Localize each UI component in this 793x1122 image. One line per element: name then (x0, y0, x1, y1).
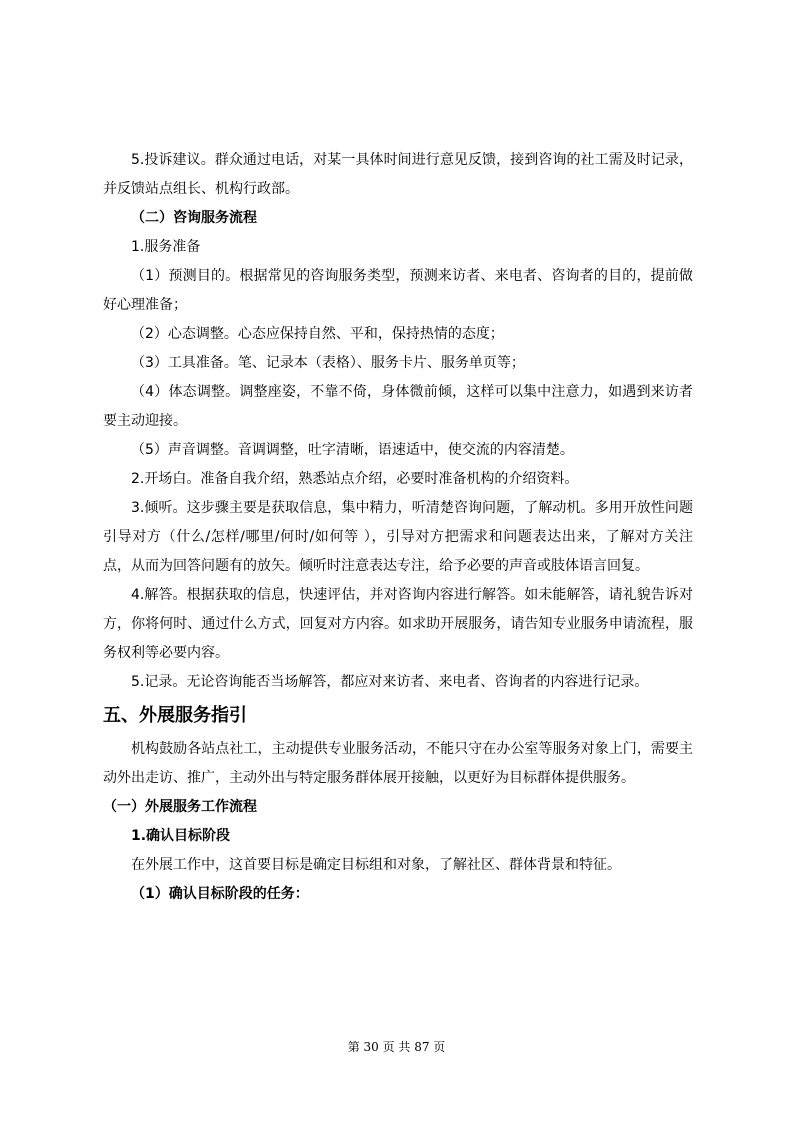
page-footer: 第 30 页 共 87 页 (347, 1040, 446, 1054)
paragraph-listening: 3.倾听。这步骤主要是获取信息，集中精力，听清楚咨询问题，了解动机。多用开放性问题引导对方（什么/怎样/哪里/何时/如何等 ），引导对方把需求和问题表达出来，了解对方关注点，从而为回答问题有的放矢。倾听时注意表达专注，给予必要的声音或肢体语言回复。 (103, 500, 693, 574)
page-content (103, 146, 693, 909)
paragraph-predict-purpose: （1）预测目的。根据常见的咨询服务类型，预测来访者、来电者、咨询者的目的，提前做好心理准备； (103, 268, 693, 313)
section-heading-consult-flow: （二）咨询服务流程 (131, 210, 257, 226)
chapter-heading-outreach: 五、外展服务指引 (103, 705, 247, 726)
paragraph-record: 5.记录。无论咨询能否当场解答，都应对来访者、来电者、咨询者的内容进行记录。 (131, 674, 649, 690)
subheading-service-prep: 1.服务准备 (131, 239, 201, 255)
paragraph-tools: （3）工具准备。笔、记录本（表格）、服务卡片、服务单页等； (131, 355, 525, 371)
paragraph-posture: （4）体态调整。调整座姿，不靠不倚，身体微前倾，这样可以集中注意力，如遇到来访者要主动迎接。 (103, 384, 693, 429)
subheading-confirm-target: 1.确认目标阶段 (131, 828, 231, 844)
paragraph-complaint: 5.投诉建议。群众通过电话，对某一具体时间进行意见反馈，接到咨询的社工需及时记录，并反馈站点组长、机构行政部。 (103, 152, 693, 197)
paragraph-opening: 2.开场白。准备自我介绍，熟悉站点介绍，必要时准备机构的介绍资料。 (131, 471, 579, 487)
paragraph-mindset: （2）心态调整。心态应保持自然、平和，保持热情的态度； (131, 326, 504, 342)
subheading-target-tasks: （1）确认目标阶段的任务： (131, 886, 309, 902)
paragraph-target-goal: 在外展工作中，这首要目标是确定目标组和对象，了解社区、群体背景和特征。 (131, 857, 621, 873)
paragraph-answer: 4.解答。根据获取的信息，快速评估，并对咨询内容进行解答。如未能解答，请礼貌告诉对方，你将何时、通过什么方式，回复对方内容。如求助开展服务，请告知专业服务申请流程，服务权利等必要内容。 (103, 587, 693, 661)
paragraph-voice: （5）声音调整。音调调整，吐字清晰，语速适中，使交流的内容清楚。 (131, 442, 574, 458)
paragraph-outreach-intro: 机构鼓励各站点社工，主动提供专业服务活动，不能只守在办公室等服务对象上门，需要主动外出走访、推广，主动外出与特定服务群体展开接触，以更好为目标群体提供服务。 (103, 741, 693, 786)
section-heading-outreach-flow: （一）外展服务工作流程 (103, 799, 257, 815)
